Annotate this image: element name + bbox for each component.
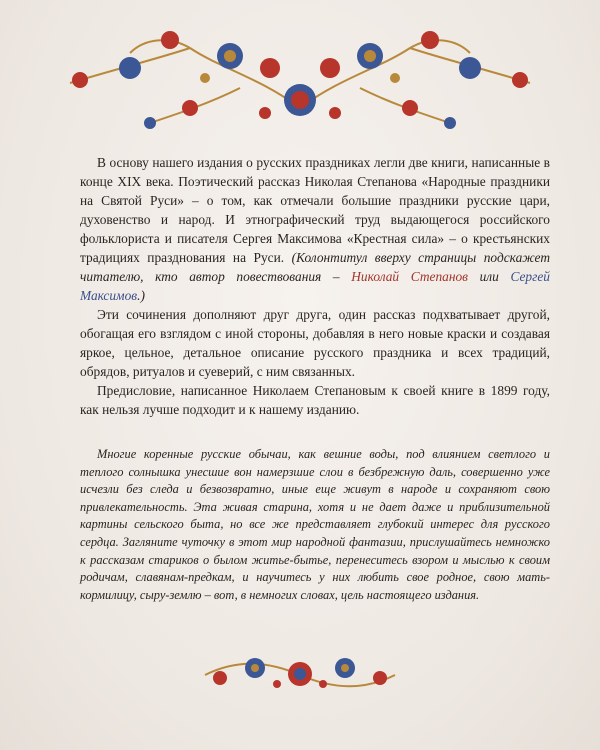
paragraph-1-main: В основу нашего издания о русских праздниках легли две книги, написанные в конце XIX века. Поэтический рассказ Николая Степанова «Народные праздники на Святой Руси» – о том, как отмечали большие праздники русские цари, духовенство и народ. И этнографический труд выдающегося российского фольклориста и писателя Сергея Максимова «Крестная сила» – о крестьянских традициях празднования на Руси. xyxy=(80,155,550,265)
quote-text: Многие коренные русские обычаи, как вешние воды, под влиянием светлого и теплого солнышка унесшие вон намерзшие слои в безбрежную даль, совершенно уже исчезли без следа и безвозвратно, иные еще живут в народе и сохраняют свою привлекательность. Эта живая старина, хотя и не дает даже и приблизительной картины сельского быта, но все же представляет глубокий интерес для русского сердца. Загляните чуточку в этот мир народной фантазии, прислушайтесь немножко к рассказам стариков о былом житье-бытье, перенеситесь взором и мыслью к своим родичам, славянам-предкам, и научитесь у них любить свое родное, свою мать-кормилицу, сыру-землю – вот, в немногих словах, цель настоящего издания. xyxy=(80,447,550,602)
or-word: или xyxy=(479,269,499,284)
intro-text xyxy=(80,153,550,419)
header-note: (Колонтитул вверху страницы подскажет читателю, кто автор повествования – xyxy=(80,250,550,284)
top-floral-ornament xyxy=(40,8,560,138)
note-end: .) xyxy=(137,288,145,303)
preface-quote xyxy=(80,446,550,604)
paragraph-1 xyxy=(80,153,550,305)
bottom-floral-ornament xyxy=(195,650,405,695)
author-maksimov: Сергей Максимов xyxy=(80,269,550,303)
author-stepanov: Николай Степанов xyxy=(351,269,468,284)
paragraph-2: Эти сочинения дополняют друг друга, один рассказ подхватывает другой, обогащая его взглядом с иной стороны, добавляя в него новые краски и создавая яркое, цельное, детальное описание русского праздника и всех традиций, обрядов, ритуалов и суеверий, с ним связанных. xyxy=(80,307,550,379)
paragraph-3: Предисловие, написанное Николаем Степановым к своей книге в 1899 году, как нельзя лучше подходит и к нашему изданию. xyxy=(80,383,550,417)
